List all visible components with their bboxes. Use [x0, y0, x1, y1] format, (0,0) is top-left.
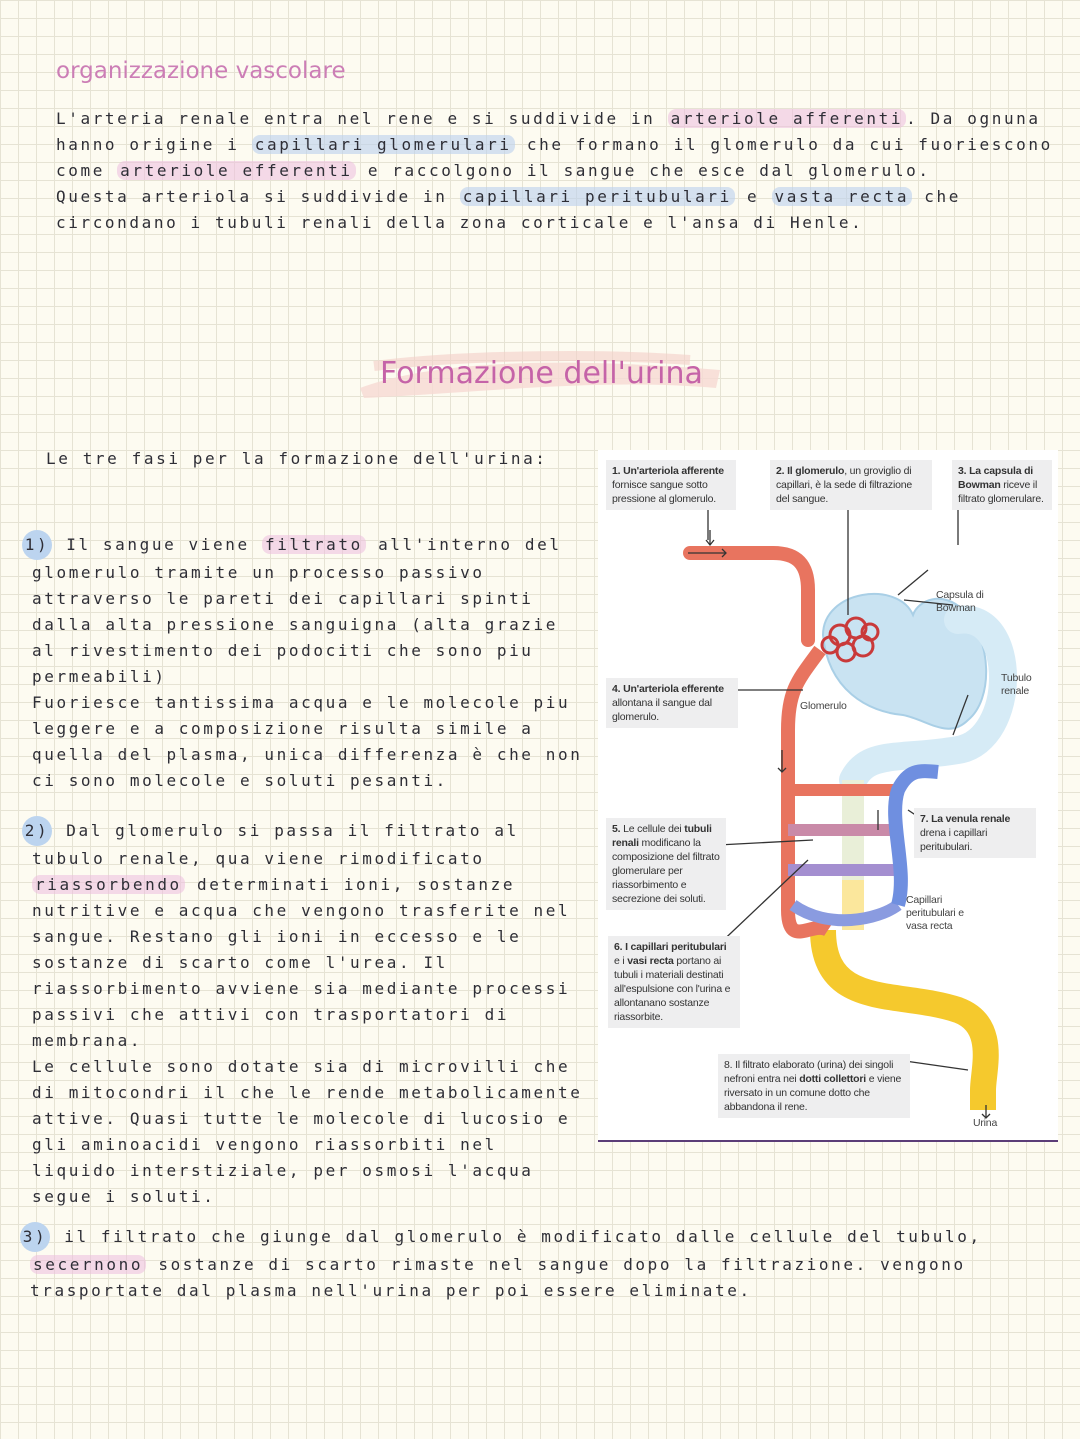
text: Dal glomerulo si passa il filtrato al tubulo renale, qua viene rimodificato — [32, 821, 519, 868]
text: e raccolgono il sangue che esce dal glomerulo. — [355, 161, 931, 180]
highlight: filtrato — [262, 535, 366, 554]
text: Questa arteriola si suddivide in — [56, 187, 460, 206]
highlight: vasta recta — [772, 187, 913, 206]
phase-1-paragraph — [24, 530, 592, 794]
bold-text: vasi recta — [627, 955, 674, 967]
text: che formano il glomerulo da cui fuoriescono come — [56, 135, 1053, 180]
text: e — [734, 187, 772, 206]
phase-number-badge: 2) — [22, 816, 52, 846]
text: sostanze di scarto rimaste nel sangue dopo la filtrazione. vengono trasportate dal plasma nell'urina per poi essere eliminate. — [30, 1255, 966, 1300]
bold-text: 5. — [612, 823, 621, 835]
highlight: riassorbendo — [32, 875, 185, 894]
title-block — [350, 348, 730, 404]
label-capsula-bowman: Capsula di Bowman — [936, 589, 984, 614]
text: determinati ioni, sostanze nutritive e acqua che vengono trasferite nel sangue. Restano gli ioni in eccesso e le sostanze di scarto come l'urea. Il riassorbimento avviene sia mediante processi passivi che attivi con trasportatori di membrana. — [32, 875, 571, 1050]
highlight: arteriole afferenti — [668, 109, 906, 128]
bold-text: 3. La capsula di Bowman — [958, 465, 1033, 491]
phase-number-badge: 3) — [20, 1222, 50, 1252]
text: e i — [614, 955, 628, 967]
phase-2-paragraph — [24, 816, 592, 1210]
bold-text: 1. Un'arteriola afferente — [612, 465, 724, 477]
afferent-arteriole-shape — [690, 553, 808, 640]
diagram-box-5 — [606, 818, 726, 910]
diagram-box-2 — [770, 460, 932, 510]
diagram-box-3 — [952, 460, 1052, 510]
text: 8. Il filtrato elaborato (urina) dei singoli nefroni entra nei — [724, 1059, 894, 1085]
phase-3-paragraph — [22, 1222, 1060, 1304]
diagram-box-4 — [606, 678, 738, 728]
label-glomerulo: Glomerulo — [800, 700, 847, 712]
bold-text: dotti collettori — [799, 1073, 866, 1085]
highlight: capillari peritubulari — [460, 187, 735, 206]
section-title-vascolare: organizzazione vascolare — [56, 58, 346, 84]
diagram-box-1 — [606, 460, 736, 510]
text: portano ai tubuli i materiali destinati all'espulsione con l'urina e allontanano sostanze riassorbite. — [614, 955, 731, 1023]
highlight: secernono — [30, 1255, 146, 1274]
nephron-diagram — [598, 450, 1058, 1142]
label-tubulo-renale: Tubulo renale — [1001, 672, 1032, 697]
text: Le cellule dei — [620, 823, 685, 835]
phase-number-badge: 1) — [22, 530, 52, 560]
text: . Da ognuna hanno origine i — [56, 109, 1041, 154]
text: che circondano i tubuli renali della zona corticale e l'ansa di Henle. — [56, 187, 962, 232]
text: modificano la composizione del filtrato glomerulare per riassorbimento e secrezione dei soluti. — [612, 837, 720, 905]
diagram-box-6 — [608, 936, 740, 1028]
nephron-illustration — [598, 450, 1058, 1140]
text: Fuoriesce tantissima acqua e le molecole piu leggere e a composizione risulta simile a quella del plasma, unica differenza è che non ci sono molecole e soluti pesanti. — [32, 693, 583, 790]
text: riceve il filtrato glomerulare. — [958, 479, 1044, 505]
bold-text: 4. Un'arteriola efferente — [612, 683, 724, 695]
text: fornisce sangue sotto pressione al glomerulo. — [612, 479, 716, 505]
highlight: arteriole efferenti — [117, 161, 355, 180]
bold-text: 2. Il glomerulo — [776, 465, 845, 477]
text: Il sangue viene — [54, 535, 262, 554]
text: , un groviglio di capillari, è la sede di filtrazione del sangue. — [776, 465, 912, 505]
text: drena i capillari peritubulari. — [920, 827, 988, 853]
bold-text: 7. La venula renale — [920, 813, 1011, 825]
text: all'interno del glomerulo tramite un processo passivo attraverso le pareti dei capillari spinti dalla alta pressione sanguigna (alta grazie al rivestimento dei podociti che sono piu permeabili) — [32, 535, 562, 686]
bold-text: tubuli renali — [612, 823, 712, 849]
section-title-formazione: Formazione dell'urina — [380, 356, 703, 391]
text: Le cellule sono dotate sia di microvilli che di mitocondri il che le rende metabolicamente attive. Quasi tutte le molecole di lucosio e gli aminoacidi vengono riassorbiti nel liquido interstiziale, per osmosi l'acqua segue i soluti. — [32, 1057, 583, 1206]
vascolare-paragraph — [56, 106, 1066, 236]
diagram-box-7 — [914, 808, 1036, 858]
text: il filtrato che giunge dal glomerulo è modificato dalle cellule del tubulo, — [52, 1227, 982, 1246]
diagram-box-8 — [718, 1054, 910, 1118]
text: L'arteria renale entra nel rene e si suddivide in — [56, 109, 668, 128]
label-capillari-peritubulari: Capillari peritubulari e vasa recta — [906, 894, 964, 932]
intro-line: Le tre fasi per la formazione dell'urina: — [46, 449, 548, 468]
text: allontana il sangue dal glomerulo. — [612, 697, 712, 723]
highlight: capillari glomerulari — [252, 135, 515, 154]
bold-text: 6. I capillari peritubulari — [614, 941, 727, 953]
label-urina: Urina — [973, 1117, 998, 1129]
text: e viene riversato in un comune dotto che abbandona il rene. — [724, 1073, 902, 1113]
